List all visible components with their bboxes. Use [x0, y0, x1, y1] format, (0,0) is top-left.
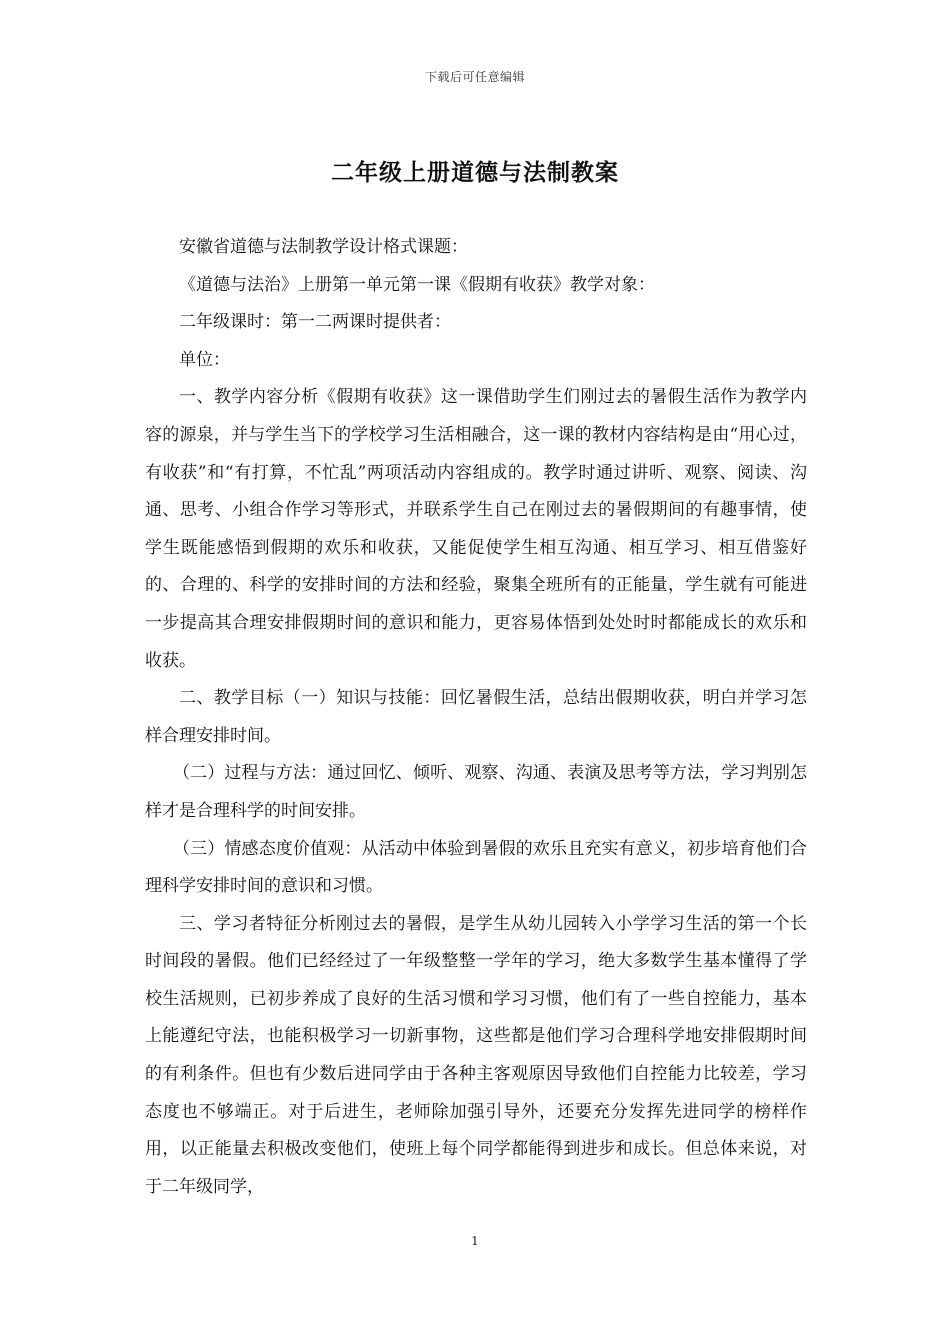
header-note: 下载后可任意编辑 [424, 70, 525, 84]
paragraph-emotional-values: （三）情感态度价值观：从活动中体验到暑假的欢乐且充实有意义，初步培育他们合理科学安排时间的意识和习惯。 [145, 838, 807, 897]
paragraph-goals: 二、教学目标（一）知识与技能：回忆暑假生活，总结出假期收获，明白并学习怎样合理安排时间。 [145, 688, 807, 746]
paragraph-textbook: 《道德与法治》上册第一单元第一课《假期有收获》教学对象： [179, 274, 655, 295]
paragraph-process-methods: （二）过程与方法：通过回忆、倾听、观察、沟通、表演及思考等方法，学习判别怎样才是合理科学的时间安排。 [145, 763, 807, 821]
paragraph-unit: 单位： [179, 349, 230, 370]
paragraph-content-analysis: 一、教学内容分析《假期有收获》这一课借助学生们刚过去的暑假生活作为教学内容的源泉，并与学生当下的学校学习生活相融合，这一课的教材内容结构是由“用心过，有收获”和“有打算，不忙乱”两项活动内容组成的。教学时通过讲听、观察、阅读、沟通、思考、小组合作学习等形式，并联系学生自己在刚过去的暑假期间的有趣事情，使学生既能感悟到假期的欢乐和收获，又能促使学生相互沟通、相互学习、相互借鉴好的、合理的、科学的安排时间的方法和经验，聚集全班所有的正能量，学生就有可能进一步提高其合理安排假期时间的意识和能力，更容易体悟到处处时时都能成长的欢乐和收获。 [145, 387, 807, 671]
paragraph-course-title: 安徽省道德与法制教学设计格式课题： [179, 237, 468, 257]
document-title: 二年级上册道德与法制教案 [331, 159, 619, 186]
paragraph-class-hours: 二年级课时：第一二两课时提供者： [179, 312, 451, 333]
paragraph-learner-analysis: 三、学习者特征分析刚过去的暑假，是学生从幼儿园转入小学学习生活的第一个长时间段的暑假。他们已经经过了一年级整整一学年的学习，绝大多数学生基本懂得了学校生活规则，已初步养成了良好的生活习惯和学习习惯，他们有了一些自控能力，基本上能遵纪守法，也能积极学习一切新事物，这些都是他们学习合理科学地安排假期时间的有利条件。但也有少数后进同学由于各种主客观原因导致他们自控能力比较差，学习态度也不够端正。对于后进生，老师除加强引导外，还要充分发挥先进同学的榜样作用，以正能量去积极改变他们，使班上每个同学都能得到进步和成长。但总体来说，对于二年级同学， [145, 913, 807, 1197]
page-number: 1 [471, 1234, 479, 1248]
document-body [145, 229, 807, 1206]
